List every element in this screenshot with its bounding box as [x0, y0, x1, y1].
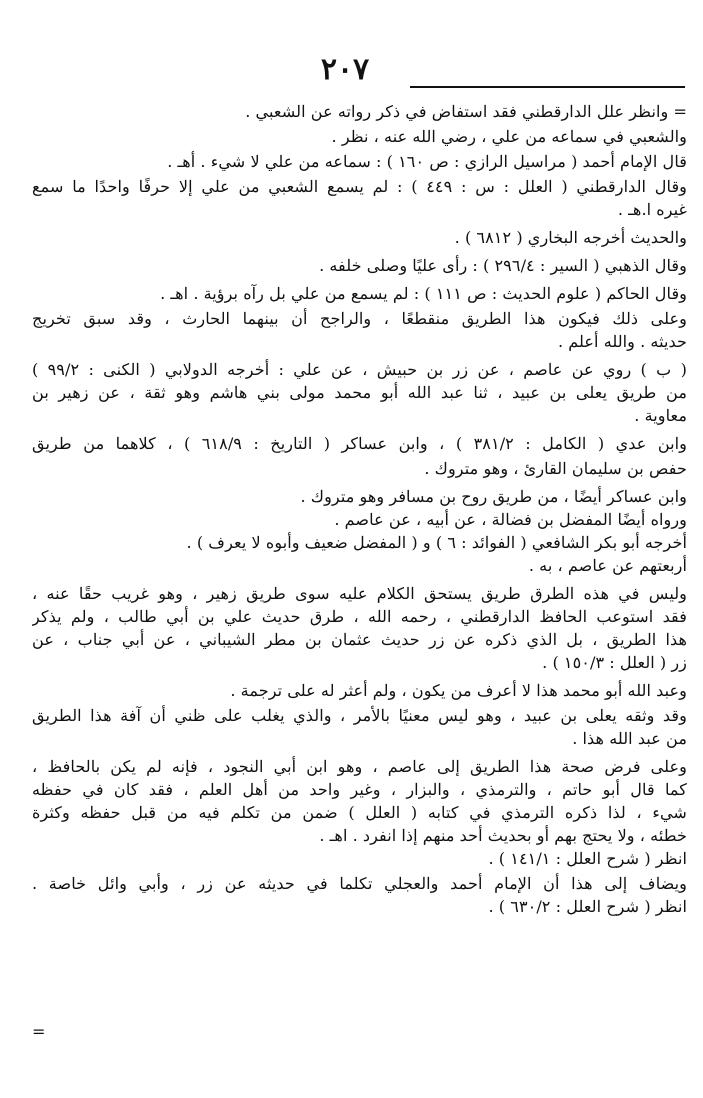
- text-line: وابن عدي ( الكامل : ٣٨١/٢ ) ، وابن عساكر ( التاريخ : ٦١٨/٩ ) ، كلاهما من طريق: [32, 434, 687, 453]
- text-line: من عبد الله هذا .: [572, 729, 687, 748]
- body-text: [32, 100, 687, 918]
- header-rule: [410, 86, 685, 88]
- text-line: والحديث أخرجه البخاري ( ٦٨١٢ ) .: [454, 228, 687, 247]
- page-number: ٢٠٧: [320, 52, 370, 87]
- text-line: وليس في هذه الطرق طريق يستحق الكلام عليه سوى طريق زهير ، وهو غريب حقًا عنه ،: [32, 584, 687, 603]
- text-line: معاوية .: [634, 406, 687, 425]
- text-line: قال الإمام أحمد ( مراسيل الرازي : ص ١٦٠ ) : سماعه من علي لا شيء . أهـ .: [167, 152, 687, 171]
- page-header: [300, 50, 690, 94]
- text-line: زر ( العلل : ١٥٠/٣ ) .: [542, 653, 687, 672]
- text-line: حديثه . والله أعلم .: [557, 332, 687, 351]
- text-line: وعبد الله أبو محمد هذا لا أعرف من يكون ، ولم أعثر له على ترجمة .: [230, 681, 687, 700]
- text-line: شيء ، لذا ذكره الترمذي في كتابه ( العلل ) ضمن من تكلم فيه من قبل حفظه وكثرة: [32, 803, 687, 822]
- text-line: وقد وثقه يعلى بن عبيد ، وهو ليس معنيًا بالأمر ، والذي يغلب على ظني أن آفة هذا الطريق: [32, 706, 687, 725]
- text-line: وقال الحاكم ( علوم الحديث : ص ١١١ ) : لم يسمع من علي بل رآه برؤية . اهـ .: [160, 284, 687, 303]
- text-line: هذا الطريق ، بل الذي ذكره عن زر حديث عثمان بن مطر الشيباني ، عن أبي جناب ، عن: [32, 630, 687, 649]
- text-line: ويضاف إلى هذا أن الإمام أحمد والعجلي تكلما في حديثه عن زر ، وأبي وائل خاصة .: [32, 874, 687, 893]
- text-line: كما قال أبو حاتم ، والترمذي ، والبزار ، وغير واحد من أهل العلم ، فقد كان في حفظه: [32, 780, 687, 799]
- text-line: فقد استوعب الحافظ الدارقطني ، رحمه الله ، طرق حديث علي بن أبي طالب ، ولم يذكر: [32, 607, 687, 626]
- text-line: ورواه أيضًا المفضل بن فضالة ، عن أبيه ، عن عاصم .: [334, 510, 687, 529]
- text-line: انظر ( شرح العلل : ١٤١/١ ) .: [488, 849, 687, 868]
- continuation-mark: =: [32, 1022, 46, 1041]
- text-line: ( ب ) روي عن عاصم ، عن زر بن حبيش ، عن علي : أخرجه الدولابي ( الكنى : ٩٩/٢ ): [32, 360, 687, 379]
- text-line: غيره ا.هـ .: [617, 200, 687, 219]
- text-line: وعلى فرض صحة هذا الطريق إلى عاصم ، وهو ابن أبي النجود ، فإنه لم يكن بالحافظ ،: [32, 757, 687, 776]
- text-line: من طريق يعلى بن عبيد ، ثنا عبد الله أبو محمد مولى بني هاشم وهو ثقة ، عن زهير بن: [32, 383, 687, 402]
- text-line: وعلى ذلك فيكون هذا الطريق منقطعًا ، والراجح أن بينهما الحارث ، وقد سبق تخريج: [32, 309, 687, 328]
- text-line: أربعتهم عن عاصم ، به .: [528, 556, 687, 575]
- text-line: وقال الدارقطني ( العلل : س : ٤٤٩ ) : لم يسمع الشعبي من علي إلا حرفًا واحدًا ما سمع: [32, 177, 687, 196]
- text-line: انظر ( شرح العلل : ٦٣٠/٢ ) .: [488, 897, 687, 916]
- text-line: = وانظر علل الدارقطني فقد استفاض في ذكر رواته عن الشعبي .: [245, 102, 687, 121]
- text-line: خطئه ، ولا يحتج بهم أو بحديث أحد منهم إذا انفرد . اهـ .: [319, 826, 687, 845]
- text-line: والشعبي في سماعه من علي ، رضي الله عنه ، نظر .: [331, 127, 687, 146]
- text-line: حفص بن سليمان القارئ ، وهو متروك .: [424, 459, 687, 478]
- text-line: وقال الذهبي ( السير : ٢٩٦/٤ ) : رأى عليًا وصلى خلفه .: [319, 256, 687, 275]
- text-line: وابن عساكر أيضًا ، من طريق روح بن مسافر وهو متروك .: [300, 487, 687, 506]
- text-line: أخرجه أبو بكر الشافعي ( الفوائد : ٦ ) و ( المفضل ضعيف وأبوه لا يعرف ) .: [186, 533, 687, 552]
